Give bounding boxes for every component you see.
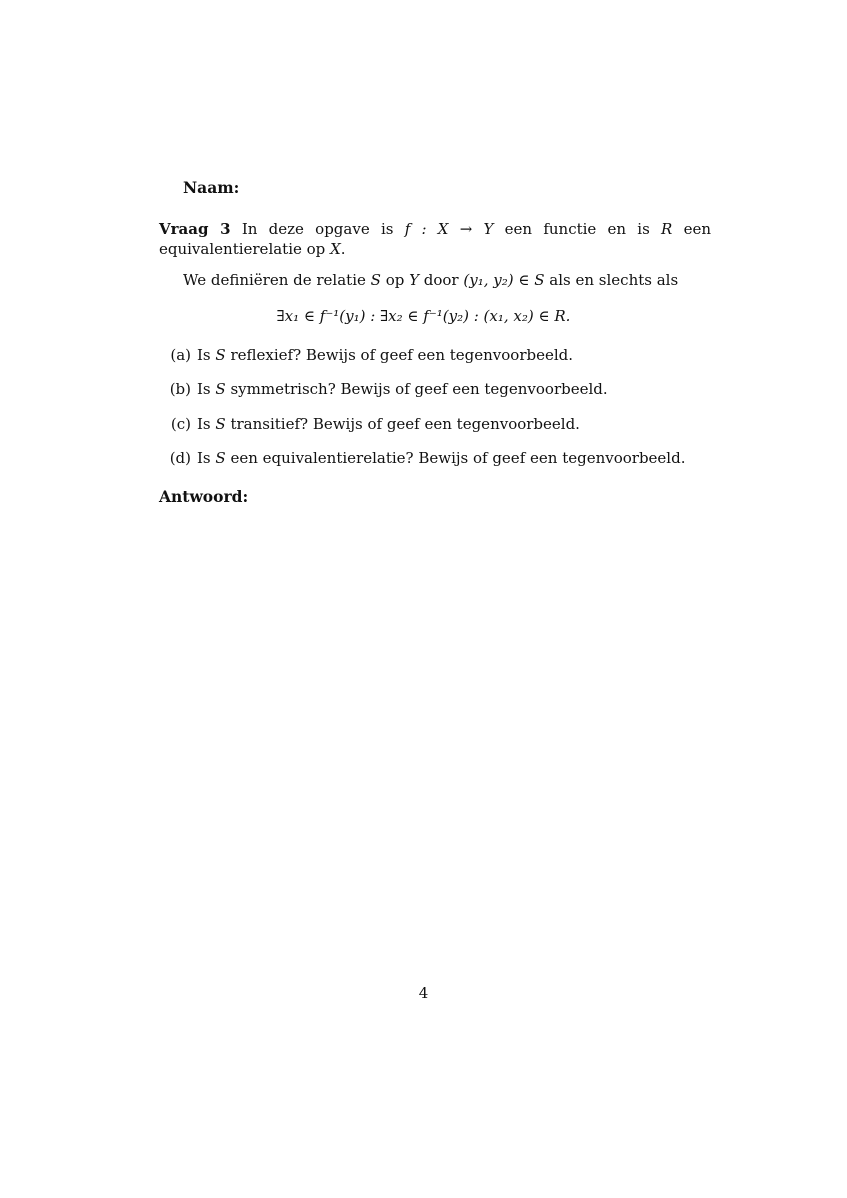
list-item xyxy=(159,379,719,413)
name-label: Naam: xyxy=(183,178,240,197)
item-marker: (b) xyxy=(169,380,191,399)
item-text xyxy=(197,379,608,413)
page-number: 4 xyxy=(418,984,429,1002)
item-text-part: reflexief? Bewijs of geef een tegenvoorbeeld. xyxy=(225,346,574,364)
item-text-part: Is xyxy=(197,380,216,399)
math-S: S xyxy=(534,271,545,289)
math-f: f xyxy=(404,220,411,238)
answer-label: Antwoord: xyxy=(159,487,249,506)
list-item xyxy=(159,448,719,482)
item-text-part: Is xyxy=(197,414,216,433)
item-marker: (d) xyxy=(169,448,191,467)
definition-part: op xyxy=(380,271,410,289)
item-text xyxy=(197,345,573,379)
math-S: S xyxy=(215,448,226,467)
item-text-part: een equivalentierelatie? Bewijs of geef een tegenvoorbeeld. xyxy=(225,448,686,467)
list-item xyxy=(159,345,719,379)
math-S: S xyxy=(370,271,381,289)
definition-part: als en slechts als xyxy=(544,271,679,289)
question-text-part: In deze opgave is xyxy=(230,220,405,238)
item-marker: (a) xyxy=(170,346,191,364)
question-text xyxy=(159,219,711,259)
math-S: S xyxy=(215,414,226,433)
math-R: R xyxy=(661,220,673,238)
question-text-part: een equivalentierelatie op xyxy=(159,220,711,258)
question-number: Vraag 3 xyxy=(159,220,231,238)
math-mapping: : X → Y xyxy=(410,220,494,238)
math-pair: (y₁, y₂) ∈ xyxy=(463,271,535,289)
item-text xyxy=(197,448,685,482)
math-Y: Y xyxy=(409,271,419,289)
definition-part: We definiëren de relatie xyxy=(183,271,371,289)
question-text-part: een functie en is xyxy=(493,220,662,238)
definition-text xyxy=(183,270,678,290)
display-formula: ∃x₁ ∈ f⁻¹(y₁) : ∃x₂ ∈ f⁻¹(y₂) : (x₁, x₂) ∈ R. xyxy=(276,307,571,325)
item-text xyxy=(197,414,580,448)
sub-questions-list xyxy=(159,345,719,482)
math-S: S xyxy=(215,380,226,399)
item-text-part: Is xyxy=(197,346,216,364)
math-S: S xyxy=(215,346,226,364)
question-text-part: . xyxy=(340,240,346,258)
item-text-part: symmetrisch? Bewijs of geef een tegenvoorbeeld. xyxy=(225,380,608,399)
item-text-part: transitief? Bewijs of geef een tegenvoorbeeld. xyxy=(225,414,580,433)
item-marker: (c) xyxy=(170,414,191,433)
list-item xyxy=(159,414,719,448)
item-text-part: Is xyxy=(197,448,216,467)
math-X: X xyxy=(330,240,341,258)
definition-part: door xyxy=(419,271,464,289)
